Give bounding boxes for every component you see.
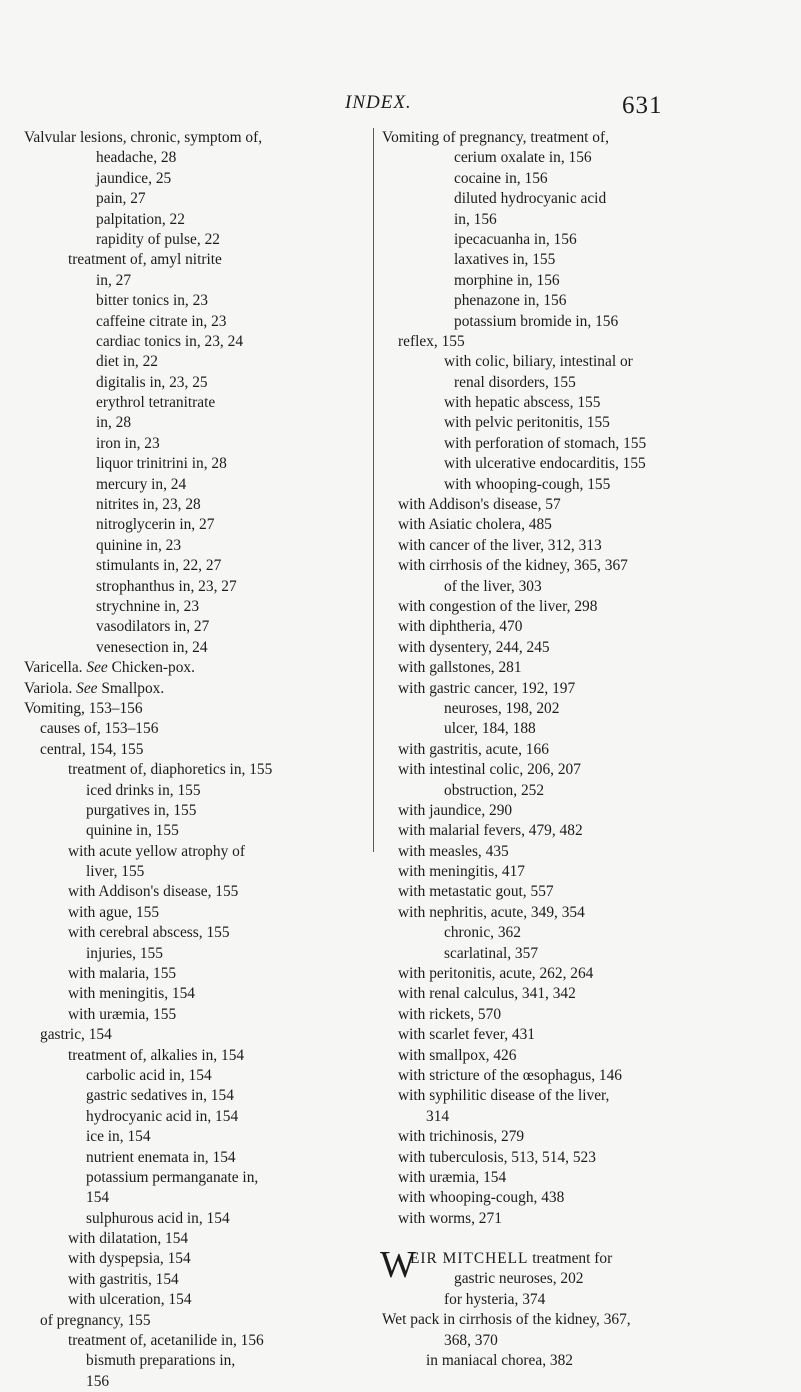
index-entry: with gastritis, 154 [68,1270,179,1288]
index-entry: with jaundice, 290 [398,801,513,819]
index-entry: for hysteria, 374 [444,1290,546,1308]
index-entry: with cerebral abscess, 155 [68,924,230,942]
index-entry: with peritonitis, acute, 262, 264 [398,965,594,983]
section-gap [382,1229,790,1249]
index-entry: erythrol tetranitrate [96,394,216,412]
index-entry: cerium oxalate in, 156 [454,149,592,167]
index-entry: with syphilitic disease of the liver, [398,1087,610,1105]
index-entry: ice in, 154 [86,1128,151,1146]
index-entry: with worms, 271 [398,1209,502,1227]
index-entry: 314 [426,1107,450,1125]
index-entry: renal disorders, 155 [454,373,576,391]
index-entry: with nephritis, acute, 349, 354 [398,903,585,921]
index-entry: with meningitis, 154 [68,985,195,1003]
index-entry: treatment of, alkalies in, 154 [68,1046,245,1064]
index-entry: with dilatation, 154 [68,1230,189,1248]
index-entry: phenazone in, 156 [454,292,567,310]
cross-reference-target: Smallpox. [97,679,165,697]
index-entry: cocaine in, 156 [454,169,548,187]
index-entry: causes of, 153–156 [40,720,159,738]
index-entry: jaundice, 25 [96,169,172,187]
index-entry: with cancer of the liver, 312, 313 [398,536,602,554]
index-entry: gastric sedatives in, 154 [86,1087,234,1105]
running-head: INDEX. [345,92,412,113]
index-entry: nutrient enemata in, 154 [86,1148,236,1166]
entry-heading-rest: treatment for [528,1250,613,1268]
index-entry: caffeine citrate in, 23 [96,312,227,330]
index-entry: with congestion of the liver, 298 [398,597,598,615]
index-entry: rapidity of pulse, 22 [96,230,220,248]
entry-heading-caps: EIR MITCHELL [410,1250,529,1268]
index-entry: with diphtheria, 470 [398,618,523,636]
index-entry: central, 154, 155 [40,740,144,758]
index-entry: strophanthus in, 23, 27 [96,577,237,595]
index-entry: with renal calculus, 341, 342 [398,985,576,1003]
index-entry: with Addison's disease, 155 [68,883,239,901]
index-entry: scarlatinal, 357 [444,944,539,962]
index-entry: with uræmia, 154 [398,1168,507,1186]
index-entry: with gallstones, 281 [398,659,522,677]
index-entry: ipecacuanha in, 156 [454,230,577,248]
index-entry: cardiac tonics in, 23, 24 [96,332,244,350]
index-entry: nitrites in, 23, 28 [96,496,201,514]
drop-cap: W [380,1244,416,1287]
index-entry: with ague, 155 [68,903,160,921]
index-entry: palpitation, 22 [96,210,185,228]
cross-reference-target: Chicken-pox. [107,659,195,677]
index-entry: of the liver, 303 [444,577,542,595]
index-entry: with gastric cancer, 192, 197 [398,679,576,697]
index-entry: with malaria, 155 [68,965,177,983]
index-entry: with Asiatic cholera, 485 [398,516,552,534]
index-entry: potassium bromide in, 156 [454,312,619,330]
index-entry: with pelvic peritonitis, 155 [444,414,610,432]
index-entry: neuroses, 198, 202 [444,699,560,717]
index-entry: 156 [86,1372,110,1390]
index-entry: morphine in, 156 [454,271,560,289]
index-entry: sulphurous acid in, 154 [86,1209,230,1227]
index-entry: with rickets, 570 [398,1005,502,1023]
index-entry: of pregnancy, 155 [40,1311,151,1329]
index-entry: with dysentery, 244, 245 [398,638,550,656]
index-entry: liver, 155 [86,863,145,881]
entry-term: Varicella. [24,659,87,677]
index-entry: Wet pack in cirrhosis of the kidney, 367, [382,1311,631,1329]
index-entry [24,658,370,678]
index-entry: with scarlet fever, 431 [398,1026,535,1044]
see-reference-label: See [76,679,98,697]
index-entry: bismuth preparations in, [86,1352,236,1370]
index-entry: with stricture of the œsophagus, 146 [398,1066,622,1084]
index-entry: stimulants in, 22, 27 [96,557,222,575]
right-column-entries [382,128,790,1229]
index-entry: with tuberculosis, 513, 514, 523 [398,1148,596,1166]
index-entry: in, 27 [96,271,132,289]
page-number: 631 [622,92,663,119]
index-entry: purgatives in, 155 [86,801,197,819]
index-entry: gastric, 154 [40,1026,112,1044]
index-entry: Vomiting, 153–156 [24,699,143,717]
index-entry: with dyspepsia, 154 [68,1250,191,1268]
w-section [380,1244,790,1371]
index-entry: with smallpox, 426 [398,1046,517,1064]
index-entry: liquor trinitrini in, 28 [96,455,227,473]
index-entry: obstruction, 252 [444,781,545,799]
index-entry: with ulceration, 154 [68,1291,192,1309]
index-entry: hydrocyanic acid in, 154 [86,1107,239,1125]
index-entry: with uræmia, 155 [68,1005,177,1023]
index-entry: treatment of, diaphoretics in, 155 [68,761,273,779]
index-entry: with meningitis, 417 [398,863,525,881]
see-reference-label: See [86,659,108,677]
index-entry: Valvular lesions, chronic, symptom of, [24,129,263,146]
index-entry: pain, 27 [96,190,146,208]
index-entry: diluted hydrocyanic acid [454,190,607,208]
index-entry: with Addison's disease, 57 [398,496,561,514]
index-column-left [24,128,370,1392]
index-entry: with acute yellow atrophy of [68,842,245,860]
index-entry: with ulcerative endocarditis, 155 [444,455,646,473]
index-entry: diet in, 22 [96,353,158,371]
index-entry: carbolic acid in, 154 [86,1066,212,1084]
index-entry: bitter tonics in, 23 [96,292,208,310]
w-section-lines [382,1269,790,1371]
index-entry: with trichinosis, 279 [398,1128,525,1146]
index-entry: potassium permanganate in, [86,1168,259,1186]
index-entry: mercury in, 24 [96,475,187,493]
index-entry: treatment of, amyl nitrite [68,251,222,269]
index-entry: Vomiting of pregnancy, treatment of, [382,129,609,146]
index-entry: laxatives in, 155 [454,251,556,269]
index-entry: headache, 28 [96,149,177,167]
index-entry: 154 [86,1189,110,1207]
index-entry: with malarial fevers, 479, 482 [398,822,583,840]
index-entry: digitalis in, 23, 25 [96,373,208,391]
index-entry: with whooping-cough, 155 [444,475,611,493]
column-divider [373,128,374,852]
index-entry: in, 156 [454,210,497,228]
index-entry: with perforation of stomach, 155 [444,434,647,452]
index-entry: reflex, 155 [398,332,465,350]
index-entry: ulcer, 184, 188 [444,720,536,738]
index-entry: with measles, 435 [398,842,509,860]
entry-term: Variola. [24,679,77,697]
page-header [0,86,801,126]
index-entry: with gastritis, acute, 166 [398,740,549,758]
index-entry: strychnine in, 23 [96,597,200,615]
index-entry: with metastatic gout, 557 [398,883,554,901]
index-entry: with hepatic abscess, 155 [444,394,601,412]
index-entry: in maniacal chorea, 382 [426,1352,574,1370]
index-entry: injuries, 155 [86,944,163,962]
index-entry: in, 28 [96,414,132,432]
index-entry: quinine in, 155 [86,822,179,840]
index-entry: gastric neuroses, 202 [454,1270,584,1288]
index-entry: venesection in, 24 [96,638,208,656]
index-column-right [382,128,790,1371]
index-entry: with colic, biliary, intestinal or [444,353,633,371]
index-entry: with cirrhosis of the kidney, 365, 367 [398,557,628,575]
index-entry: with intestinal colic, 206, 207 [398,761,581,779]
index-entry [24,679,370,699]
index-entry: nitroglycerin in, 27 [96,516,215,534]
index-entry: with whooping-cough, 438 [398,1189,565,1207]
index-entry: chronic, 362 [444,924,521,942]
index-entry: iron in, 23 [96,434,160,452]
index-entry: vasodilators in, 27 [96,618,210,636]
index-entry: treatment of, acetanilide in, 156 [68,1332,264,1350]
index-entry: 368, 370 [444,1331,498,1349]
index-entry: iced drinks in, 155 [86,781,201,799]
index-entry: quinine in, 23 [96,536,182,554]
